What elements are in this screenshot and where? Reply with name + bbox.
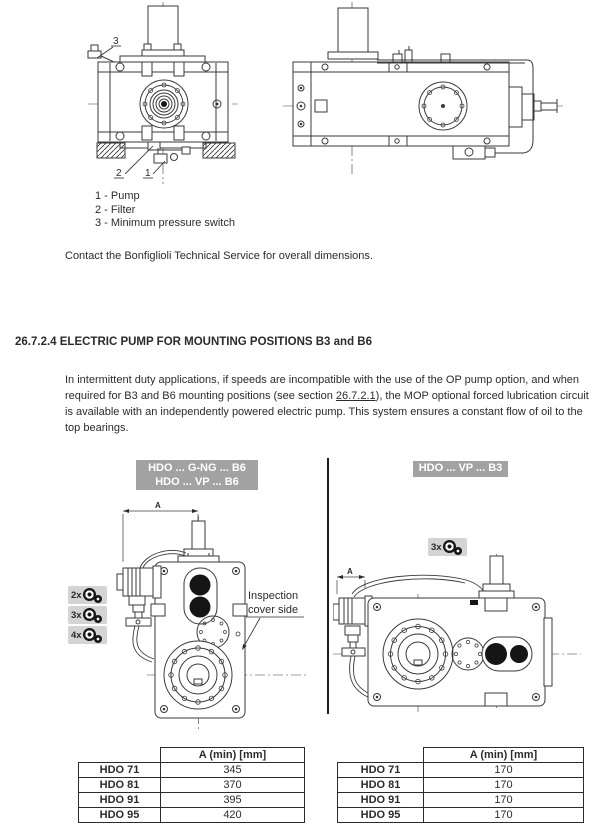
table-row xyxy=(79,778,305,793)
legend-item-pressure-switch: 3 - Minimum pressure switch xyxy=(95,217,235,229)
callout-2-label: 2 xyxy=(116,168,122,179)
qty-badge-4x-label: 4x xyxy=(71,629,82,641)
value-cell: 170 xyxy=(424,808,584,823)
qty-badge-4x xyxy=(68,626,107,644)
paragraph-text-before: In intermittent duty applications, if speeds are incompatible with the use of the OP pump option, and when required for B3 and B6 mounting positions (see section xyxy=(65,374,580,402)
gearbox-front-view-drawing xyxy=(84,0,242,186)
model-cell: HDO 91 xyxy=(79,793,161,808)
dimension-table-b3 xyxy=(337,747,584,823)
dim-label-a-b3: A xyxy=(347,567,353,576)
qty-badge-3x-label: 3x xyxy=(71,609,82,621)
legend-item-filter: 2 - Filter xyxy=(95,203,136,216)
pump-gears-icon xyxy=(443,539,464,556)
qty-badge-2x xyxy=(68,586,107,604)
table-row xyxy=(338,763,584,778)
qty-badge-3x xyxy=(68,606,107,624)
inspection-note-line1: Inspection xyxy=(248,590,299,602)
table-row xyxy=(79,763,305,778)
callout-3-label: 3 xyxy=(113,36,119,47)
table-row xyxy=(338,793,584,808)
figure-legend xyxy=(95,190,235,231)
model-cell: HDO 81 xyxy=(338,778,424,793)
figure-header-b6-line1: HDO ... G-NG ... B6 xyxy=(148,462,246,474)
section-link-26721[interactable]: 26.7.2.1 xyxy=(335,390,376,402)
figures-divider xyxy=(327,458,329,714)
value-cell: 370 xyxy=(161,778,305,793)
value-cell: 170 xyxy=(424,793,584,808)
pump-gears-icon xyxy=(83,587,104,604)
qty-badge-2x-label: 2x xyxy=(71,589,82,601)
side-view-linework xyxy=(283,2,564,174)
model-cell: HDO 95 xyxy=(79,808,161,823)
pump-gears-icon xyxy=(83,627,104,644)
table-row xyxy=(79,793,305,808)
diagram-b3-mounting xyxy=(333,530,583,715)
model-cell: HDO 71 xyxy=(79,763,161,778)
value-cell: 420 xyxy=(161,808,305,823)
section-heading: 26.7.2.4 ELECTRIC PUMP FOR MOUNTING POSITIONS B3 and B6 xyxy=(15,336,372,348)
qty-badge-right-3x-label: 3x xyxy=(431,541,442,553)
table-row xyxy=(79,808,305,823)
value-cell: 170 xyxy=(424,778,584,793)
section-paragraph xyxy=(65,372,593,436)
blank-header-cell xyxy=(79,748,161,763)
model-cell: HDO 71 xyxy=(338,763,424,778)
gearbox-side-view-drawing xyxy=(281,0,566,178)
table-row xyxy=(338,778,584,793)
table-header-row xyxy=(79,748,305,763)
front-view-linework xyxy=(88,2,238,184)
value-cell: 395 xyxy=(161,793,305,808)
value-header-cell: A (min) [mm] xyxy=(424,748,584,763)
value-cell: 170 xyxy=(424,763,584,778)
legend-item-pump: 1 - Pump xyxy=(95,190,140,202)
value-header-cell: A (min) [mm] xyxy=(161,748,305,763)
model-cell: HDO 91 xyxy=(338,793,424,808)
paragraph-text-after: ), the MOP optional forced lubrication circuit is available with an independently powered electric pump. This system ensures a constant flow of oil to the top bearings. xyxy=(65,390,589,434)
pump-gears-icon xyxy=(83,607,104,624)
contact-note: Contact the Bonfiglioli Technical Service for overall dimensions. xyxy=(65,250,373,262)
dimension-table-b6 xyxy=(78,747,305,823)
figure-header-b3: HDO ... VP ... B3 xyxy=(413,461,508,477)
dim-label-a-b6: A xyxy=(155,501,161,510)
model-cell: HDO 95 xyxy=(338,808,424,823)
blank-header-cell xyxy=(338,748,424,763)
b6-linework xyxy=(117,509,307,731)
qty-badge-right-3x xyxy=(428,538,467,556)
inspection-note-line2: cover side xyxy=(248,604,299,616)
value-cell: 345 xyxy=(161,763,305,778)
model-cell: HDO 81 xyxy=(79,778,161,793)
callout-1-label: 1 xyxy=(145,168,151,179)
table-header-row xyxy=(338,748,584,763)
b3-linework xyxy=(333,554,581,713)
figure-header-b6-line2: HDO ... VP ... B6 xyxy=(155,476,239,488)
figure-header-b6 xyxy=(136,460,258,490)
table-row xyxy=(338,808,584,823)
